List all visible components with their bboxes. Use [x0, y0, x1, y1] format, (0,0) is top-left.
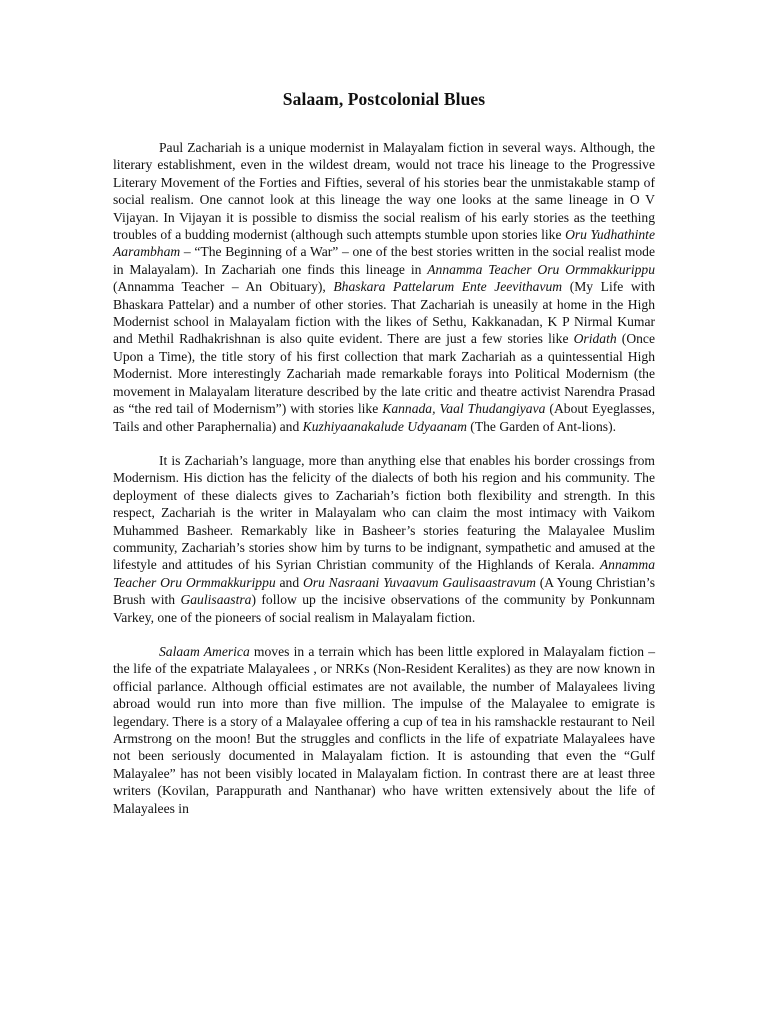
body-text: (Once Upon a Time), the title story of his first collection that mark Zachariah as a quintessential High Modernist. More interestingly Zachariah made remarkable forays into Political Modernism (the movement in Malayalam literature described by the late critic and theatre activist Narendra Prasad as “the red tail of Modernism”) with stories like — [113, 331, 655, 417]
italic-title-text: Oridath — [573, 331, 617, 347]
body-text: Paul Zachariah is a unique modernist in Malayalam fiction in several ways. Although, the literary establishment, even in the wildest dream, would not trace his lineage to the Progressive Literary Movement of the Forties and Fifties, several of his stories bear the unmistakable stamp of social realism. One cannot look at this lineage the way one looks at the same lineage in O V Vijayan. In Vijayan it is possible to dismiss the social realism of his early stories as the teething troubles of a budding modernist (although such attempts stumble upon stories like — [113, 140, 655, 243]
body-text: (About Eyeglasses, Tails and other Paraphernalia) and — [113, 401, 655, 434]
body-text: ) follow up the incisive observations of the community by Ponkunnam Varkey, one of the pioneers of social realism in Malayalam fiction. — [113, 592, 655, 625]
italic-title-text: Bhaskara Pattelarum Ente Jeevithavum — [333, 279, 563, 295]
italic-title-text: Gaulisaastra — [180, 592, 252, 608]
paragraph — [113, 643, 655, 817]
italic-title-text: Oru Yudhathinte Aarambham — [113, 227, 655, 260]
body-text: (Annamma Teacher – An Obituary), — [113, 279, 334, 295]
italic-title-text: Annamma Teacher Oru Ormmakkurippu — [427, 261, 655, 277]
italic-title-text: Kannada, Vaal Thudangiyava — [382, 401, 546, 417]
paragraph — [113, 139, 655, 435]
body-text: It is Zachariah’s language, more than anything else that enables his border crossings from Modernism. His diction has the felicity of the dialects of both his region and his community. The deployment of these dialects gives to Zachariah’s fiction both flexibility and strength. In this respect, Zachariah is the writer in Malayalam who can claim the most intimacy with Vaikom Muhammed Basheer. Remarkably like in Basheer’s stories featuring the Malayalee Muslim community, Zachariah’s stories show him by turns to be indignant, sympathetic and amused at the lifestyle and attitudes of his Syrian Christian community of the Highlands of Kerala. — [113, 452, 655, 573]
body-text: (A Young Christian’s Brush with — [113, 574, 655, 608]
italic-title-text: Salaam America — [159, 643, 250, 659]
body-text: (The Garden of Ant-lions). — [466, 418, 617, 434]
body-text: and — [275, 574, 303, 590]
body-text: – “The Beginning of a War” – one of the best stories written in the social realist mode in Malayalam). In Zachariah one finds this lineage in — [113, 244, 655, 277]
body-text: (My Life with Bhaskara Pattelar) and a number of other stories. That Zachariah is uneasily at home in the High Modernist school in Malayalam fiction with the likes of Sethu, Kakkanadan, K P Nirmal Kumar and Methil Radhakrishnan is also quite evident. There are just a few stories like — [113, 279, 656, 347]
document-page — [113, 88, 655, 817]
paragraph — [113, 452, 655, 626]
body-text: moves in a terrain which has been little explored in Malayalam fiction – the life of the expatriate Malayalees , or NRKs (Non-Resident Keralites) as they are now known in official parlance. Although official estimates are not available, the number of Malayalees living abroad would run into more than five million. The impulse of the Malayalee to emigrate is legendary. There is a story of a Malayalee offering a cup of tea in his ramshackle restaurant to Neil Armstrong on the moon! But the struggles and conflicts in the life of expatriate Malayalees have not been seriously documented in Malayalam fiction. It is astounding that even the “Gulf Malayalee” has not been visibly located in Malayalam fiction. In contrast there are at least three writers (Kovilan, Parappurath and Nanthanar) who have written extensively about the life of Malayalees in — [113, 643, 655, 816]
italic-title-text: Annamma Teacher Oru Ormmakkurippu — [113, 557, 655, 590]
document-title: Salaam, Postcolonial Blues — [282, 89, 486, 109]
italic-title-text: Kuzhiyaanakalude Udyaanam — [302, 418, 467, 434]
italic-title-text: Oru Nasraani Yuvaavum Gaulisaastravum — [302, 574, 536, 590]
